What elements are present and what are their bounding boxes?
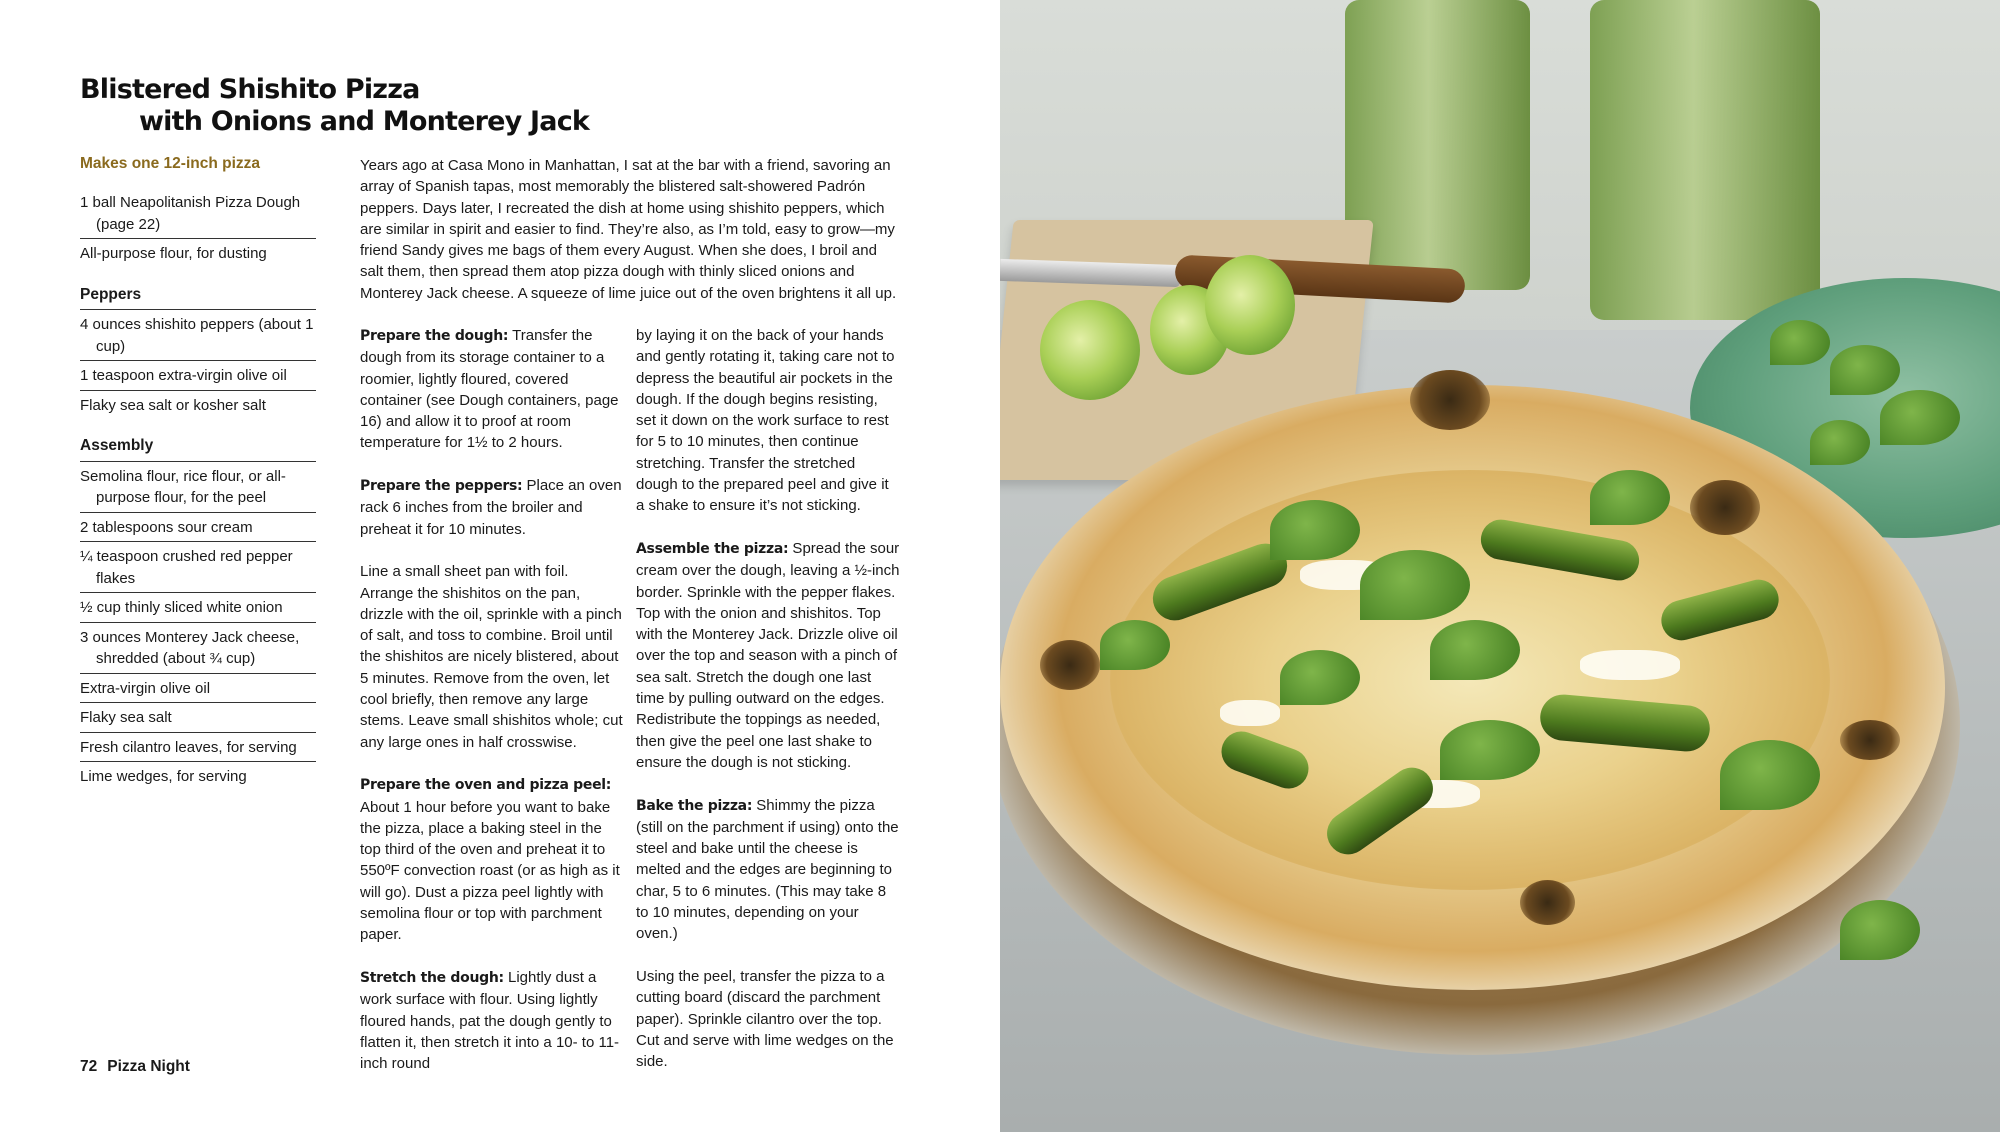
step-stretch-dough	[360, 967, 625, 1074]
method-column-1	[360, 325, 625, 1096]
cilantro-leaf-icon	[1590, 470, 1670, 525]
cilantro-leaf-icon	[1810, 420, 1870, 465]
ingredient-item: Lime wedges, for serving	[80, 768, 247, 785]
cilantro-leaf-icon	[1770, 320, 1830, 365]
charred-blister	[1690, 480, 1760, 535]
step-stretch-dough-continued: by laying it on the back of your hands and gently rotating it, taking care not to depress the beautiful air pockets in the dough. If the dough begins resisting, set it down on the work surface to rest for 5 to 10 minutes, then continue stretching. Transfer the stretched dough to the prepared peel and give it a shake to ensure it’s not sticking.	[636, 327, 895, 515]
cilantro-leaf-icon	[1440, 720, 1540, 780]
book-title: Pizza Night	[107, 1058, 190, 1075]
cilantro-leaf-icon	[1840, 900, 1920, 960]
step-label: Prepare the dough:	[360, 328, 509, 344]
recipe-intro: Years ago at Casa Mono in Manhattan, I sat at the bar with a friend, savoring an array of Spanish tapas, most memorably the blistered salt-showered Padrón peppers. Days later, I recreated the dish at home using shishito peppers, which are similar in spirit and easier to find. They’re also, as I’m told, easy to grow—my friend Sandy gives me bags of them every August. When she does, I broil and salt them, then spread them atop pizza dough with thinly sliced onions and Monterey Jack cheese. A squeeze of lime juice out of the oven brightens it all up.	[360, 157, 897, 302]
step-prepare-peppers	[360, 475, 625, 540]
cilantro-leaf-icon	[1430, 620, 1520, 680]
step-text: Lightly dust a work surface with flour. Using lightly floured hands, pat the dough gently to flatten it, then stretch it into a 10- to 11-inch round	[360, 968, 620, 1073]
onion-slice	[1580, 650, 1680, 680]
ingredient-item: 3 ounces Monterey Jack cheese, shredded (about ¾ cup)	[80, 623, 316, 674]
pizza-photo	[1000, 0, 2000, 1132]
ingredient-item: Semolina flour, rice flour, or all-purpose flour, for the peel	[80, 466, 316, 513]
step-label: Bake the pizza:	[636, 797, 753, 814]
ingredient-item: ¼ teaspoon crushed red pepper flakes	[80, 542, 316, 593]
step-label: Prepare the peppers:	[360, 478, 523, 495]
charred-blister	[1410, 370, 1490, 430]
step-prepare-dough	[360, 325, 625, 454]
method-column-2	[636, 325, 901, 1094]
cilantro-leaf-icon	[1270, 500, 1360, 560]
step-text-paragraph: Line a small sheet pan with foil. Arrange the shishitos on the pan, drizzle with the oil, sprinkle with a pinch of salt, and toss to combine. Broil until the shishitos are nicely blistered, about 5 minutes. Remove from the oven, let cool briefly, then remove any large stems. Leave small shishitos whole; cut any large ones in half crosswise.	[360, 563, 623, 751]
ingredient-item: 4 ounces shishito peppers (about 1 cup)	[80, 314, 316, 361]
ingredient-item: All-purpose flour, for dusting	[80, 245, 267, 262]
step-text: Place an oven rack 6 inches from the broiler and preheat it for 10 minutes.	[360, 477, 622, 538]
lime-wedge-icon	[1205, 255, 1295, 355]
recipe-title-line-1: Blistered Shishito Pizza	[80, 74, 420, 105]
step-prepare-oven	[360, 774, 625, 945]
ingredient-item: Extra-virgin olive oil	[80, 674, 316, 704]
step-assemble-pizza	[636, 538, 901, 773]
step-label: Prepare the oven and pizza peel:	[360, 777, 612, 794]
ingredients-heading-assembly: Assembly	[80, 435, 316, 462]
charred-blister	[1520, 880, 1575, 925]
cilantro-leaf-icon	[1360, 550, 1470, 620]
recipe-yield: Makes one 12-inch pizza	[80, 155, 261, 172]
step-label: Stretch the dough:	[360, 969, 504, 986]
step-text: Spread the sour cream over the dough, leaving a ½-inch border. Sprinkle with the pepper flakes. Top with the onion and shishitos. Top with the Monterey Jack. Drizzle olive oil over the top and season with a pinch of sea salt. Stretch the dough one last time by pulling outward on the edges. Redistribute the toppings as needed, then give the peel one last shake to ensure the dough is not sticking.	[636, 539, 900, 771]
page-footer	[80, 1058, 190, 1076]
recipe-title-line-2: with Onions and Monterey Jack	[139, 106, 590, 137]
ingredients-panel	[80, 192, 316, 791]
onion-slice	[1220, 700, 1280, 726]
ingredient-item: Fresh cilantro leaves, for serving	[80, 733, 316, 763]
lime-wedge-icon	[1040, 300, 1140, 400]
cilantro-leaf-icon	[1280, 650, 1360, 705]
ingredient-item: 2 tablespoons sour cream	[80, 513, 316, 543]
green-glass-bottle	[1345, 0, 1530, 290]
step-serve: Using the peel, transfer the pizza to a cutting board (discard the parchment paper). Sprinkle cilantro over the top. Cut and serve with lime wedges on the side.	[636, 967, 894, 1071]
cilantro-leaf-icon	[1880, 390, 1960, 445]
cilantro-leaf-icon	[1100, 620, 1170, 670]
ingredients-heading-peppers: Peppers	[80, 284, 316, 311]
recipe-title	[80, 74, 589, 138]
green-drinking-glass	[1590, 0, 1820, 320]
ingredient-item: 1 teaspoon extra-virgin olive oil	[80, 361, 316, 391]
ingredient-item: Flaky sea salt	[80, 703, 316, 733]
ingredients-peppers-list	[80, 314, 316, 419]
step-label: Assemble the pizza:	[636, 540, 789, 557]
step-text: Shimmy the pizza (still on the parchment if using) onto the steel and bake until the cheese is melted and the edges are beginning to char, 5 to 6 minutes. (This may take 8 to 10 minutes, depending on your oven.)	[636, 796, 899, 943]
ingredients-assembly-list	[80, 466, 316, 791]
step-text: About 1 hour before you want to bake the pizza, place a baking steel in the top third of the oven and preheat it to 550ºF convection roast (or as high as it will go). Dust a pizza peel lightly with semolina flour or top with parchment paper.	[360, 798, 620, 944]
ingredient-item: 1 ball Neapolitanish Pizza Dough (page 22)	[80, 192, 316, 239]
step-text: Transfer the dough from its storage container to a roomier, lightly floured, covered container (see Dough containers, page 16) and allow it to proof at room temperature for 1½ to 2 hours.	[360, 327, 619, 452]
page-number: 72	[80, 1058, 98, 1075]
charred-blister	[1040, 640, 1100, 690]
cilantro-leaf-icon	[1720, 740, 1820, 810]
ingredient-item: ½ cup thinly sliced white onion	[80, 593, 316, 623]
step-bake-pizza	[636, 795, 901, 945]
ingredients-dough-list	[80, 192, 316, 268]
charred-blister	[1840, 720, 1900, 760]
ingredient-item: Flaky sea salt or kosher salt	[80, 396, 266, 414]
cilantro-leaf-icon	[1830, 345, 1900, 395]
